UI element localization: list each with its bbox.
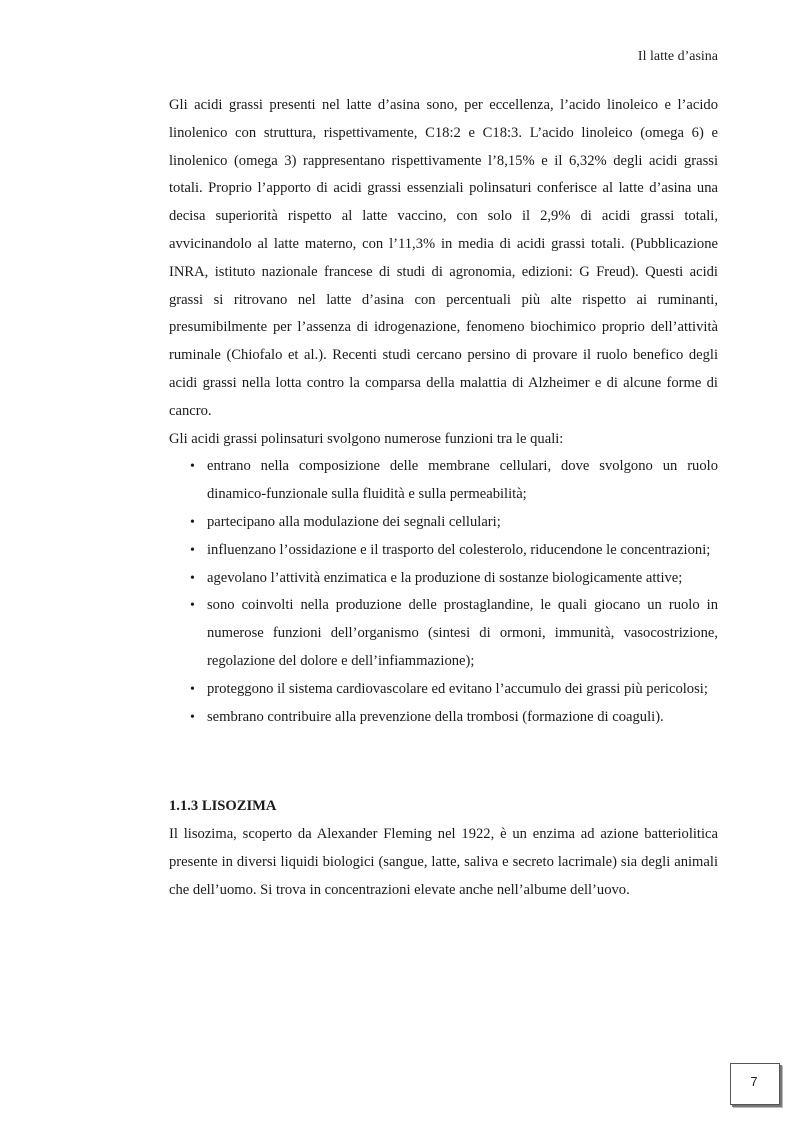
- list-item: [169, 592, 718, 675]
- page-number: 7: [750, 1074, 758, 1089]
- list-item: [169, 453, 718, 509]
- list-item: [169, 565, 718, 593]
- list-item-text: partecipano alla modulazione dei segnali cellulari;: [207, 513, 501, 530]
- bullet-icon: •: [190, 681, 195, 697]
- list-item-text: agevolano l’attività enzimatica e la produzione di sostanze biologicamente attive;: [207, 569, 683, 586]
- paragraph-lysozyme: Il lisozima, scoperto da Alexander Fleming nel 1922, è un enzima ad azione batteriolitica presente in diversi liquidi biologici (sangue, latte, saliva e secreto lacrimale) sia degli animali che dell’uomo. Si trova in concentrazioni elevate anche nell’albume dell’uovo.: [169, 826, 718, 898]
- list-item: [169, 676, 718, 704]
- bullet-icon: •: [190, 459, 195, 475]
- functions-list: [169, 453, 718, 731]
- page-number-box: [730, 1063, 780, 1105]
- list-item-text: influenzano l’ossidazione e il trasporto del colesterolo, riducendone le concentrazioni;: [207, 541, 711, 558]
- list-item: [169, 704, 718, 732]
- bullet-icon: •: [190, 598, 195, 614]
- paragraph-fatty-acids: Gli acidi grassi presenti nel latte d’asina sono, per eccellenza, l’acido linoleico e l’acido linolenico con struttura, rispettivamente, C18:2 e C18:3. L’acido linoleico (omega 6) e linolenico (omega 3) rappresentano rispettivamente l’8,15% e il 6,32% degli acidi grassi totali. Proprio l’apporto di acidi grassi essenziali polinsaturi conferisce al latte d’asina una decisa superiorità rispetto al latte vaccino, con solo il 2,9% di acidi grassi totali, avvicinandolo al latte materno, con l’11,3% in media di acidi grassi totali. (Pubblicazione INRA, istituto nazionale francese di studi di agronomia, edizioni: G Freud). Questi acidi grassi si ritrovano nel latte d’asina con percentuali più alte rispetto ai ruminanti, presumibilmente per l’assenza di idrogenazione, fenomeno biochimico proprio dell’attività ruminale (Chiofalo et al.). Recenti studi cercano persino di provare il ruolo benefico degli acidi grassi nella lotta contro la comparsa della malattia di Alzheimer e di alcune forme di cancro.: [169, 97, 718, 419]
- list-item-text: entrano nella composizione delle membrane cellulari, dove svolgono un ruolo dinamico-funzionale sulla fluidità e sulla permeabilità;: [207, 458, 718, 503]
- list-item-text: sono coinvolti nella produzione delle prostaglandine, le quali giocano un ruolo in numerose funzioni dell’organismo (sintesi di ormoni, immunità, vasocostrizione, regolazione del dolore e dell’infiammazione);: [207, 597, 718, 669]
- bullet-icon: •: [190, 570, 195, 586]
- list-item: [169, 537, 718, 565]
- list-item-text: sembrano contribuire alla prevenzione della trombosi (formazione di coaguli).: [207, 708, 664, 725]
- list-item: [169, 509, 718, 537]
- page-body: [169, 92, 718, 905]
- list-item-text: proteggono il sistema cardiovascolare ed evitano l’accumulo dei grassi più pericolosi;: [207, 680, 708, 697]
- bullet-icon: •: [190, 514, 195, 530]
- running-header: Il latte d’asina: [637, 49, 718, 64]
- bullet-icon: •: [190, 709, 195, 725]
- bullet-icon: •: [190, 542, 195, 558]
- list-intro: Gli acidi grassi polinsaturi svolgono numerose funzioni tra le quali:: [169, 430, 564, 447]
- section-heading: 1.1.3 LISOZIMA: [169, 798, 277, 815]
